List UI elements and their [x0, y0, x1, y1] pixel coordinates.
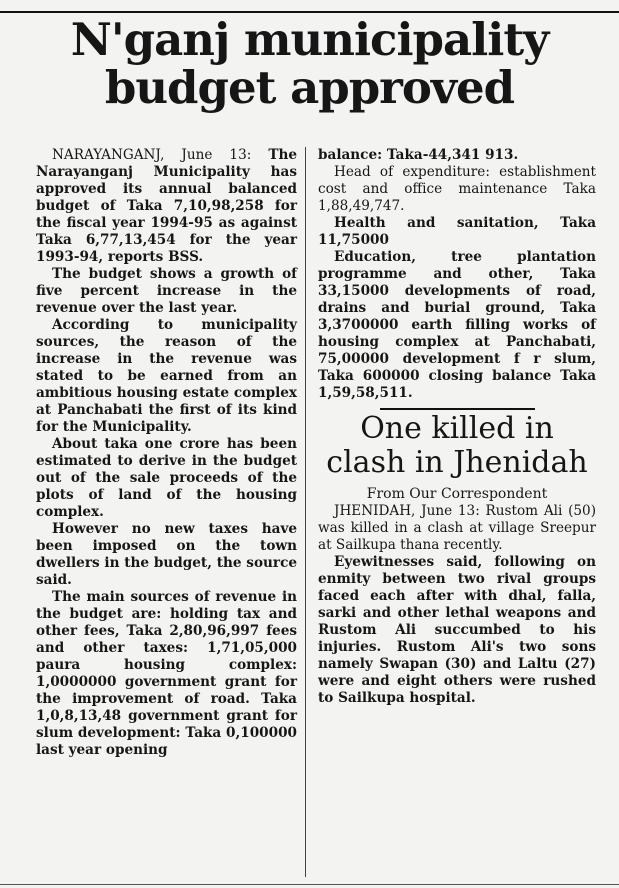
secondary-headline: One killed in clash in Jhenidah	[326, 411, 588, 480]
article-paragraph: Eyewitnesses said, following on enmity between two rival groups faced each after with dhal, falla, sarki and other lethal weapons and Rustom Ali succumbed to his injuries. Rustom Ali's two sons namely Swapan (30) and Laltu (27) were and eight others were rushed to Sailkupa hospital.	[318, 554, 596, 706]
byline: From Our Correspondent	[366, 486, 548, 502]
headline-line-1: N'ganj municipality	[70, 13, 549, 66]
article-lead	[36, 147, 297, 266]
article-continued: balance: Taka-44,341 913.	[318, 147, 519, 163]
article-paragraph: The budget shows a growth of five percent increase in the revenue over the last year.	[36, 266, 297, 316]
article-paragraph: JHENIDAH, June 13: Rustom Ali (50) was killed in a clash at village Sreepur at Sailkupa thana recently.	[318, 503, 596, 553]
article-paragraph: Head of expenditure: establishment cost and office maintenance Taka 1,88,49,747.	[318, 164, 596, 214]
dateline: NARAYANGANJ, June 13:	[52, 147, 252, 163]
article-paragraph: Health and sanitation, Taka 11,75000	[318, 215, 596, 248]
section-rule	[380, 408, 535, 410]
article-column-right	[318, 147, 596, 707]
headline-line-2: budget approved	[104, 61, 515, 114]
bottom-rule	[0, 884, 619, 885]
main-headline	[0, 13, 619, 114]
column-divider	[305, 147, 306, 877]
article-paragraph: About taka one crore has been estimated to derive in the budget out of the sale proceeds of the plots of land of the housing complex.	[36, 436, 297, 520]
article-paragraph: The Narayanganj Municipality has approved its annual balanced budget of Taka 7,10,98,258 for the fiscal year 1994-95 as against Taka 6,77,13,454 for the year 1993-94, reports BSS.	[36, 147, 297, 265]
article-paragraph: The main sources of revenue in the budget are: holding tax and other fees, Taka 2,80,96,997 fees and other taxes: 1,71,05,000 paura housing complex: 1,0000000 government grant for the improvement of road. Taka 1,0,8,13,48 government grant for slum development: Taka 0,100000 last year opening	[36, 589, 297, 758]
article-paragraph: However no new taxes have been imposed on the town dwellers in the budget, the source said.	[36, 521, 297, 588]
article-paragraph: Education, tree plantation programme and other, Taka 33,15000 developments of road, drains and burial ground, Taka 3,3700000 earth filling works of housing complex at Panchabati, 75,00000 development f r slum, Taka 600000 closing balance Taka 1,59,58,511.	[318, 249, 596, 401]
article-paragraph: According to municipality sources, the reason of the increase in the revenue was stated to be earned from an ambitious housing estate complex at Panchabati the first of its kind for the Municipality.	[36, 317, 297, 435]
article-column-left	[36, 147, 297, 759]
